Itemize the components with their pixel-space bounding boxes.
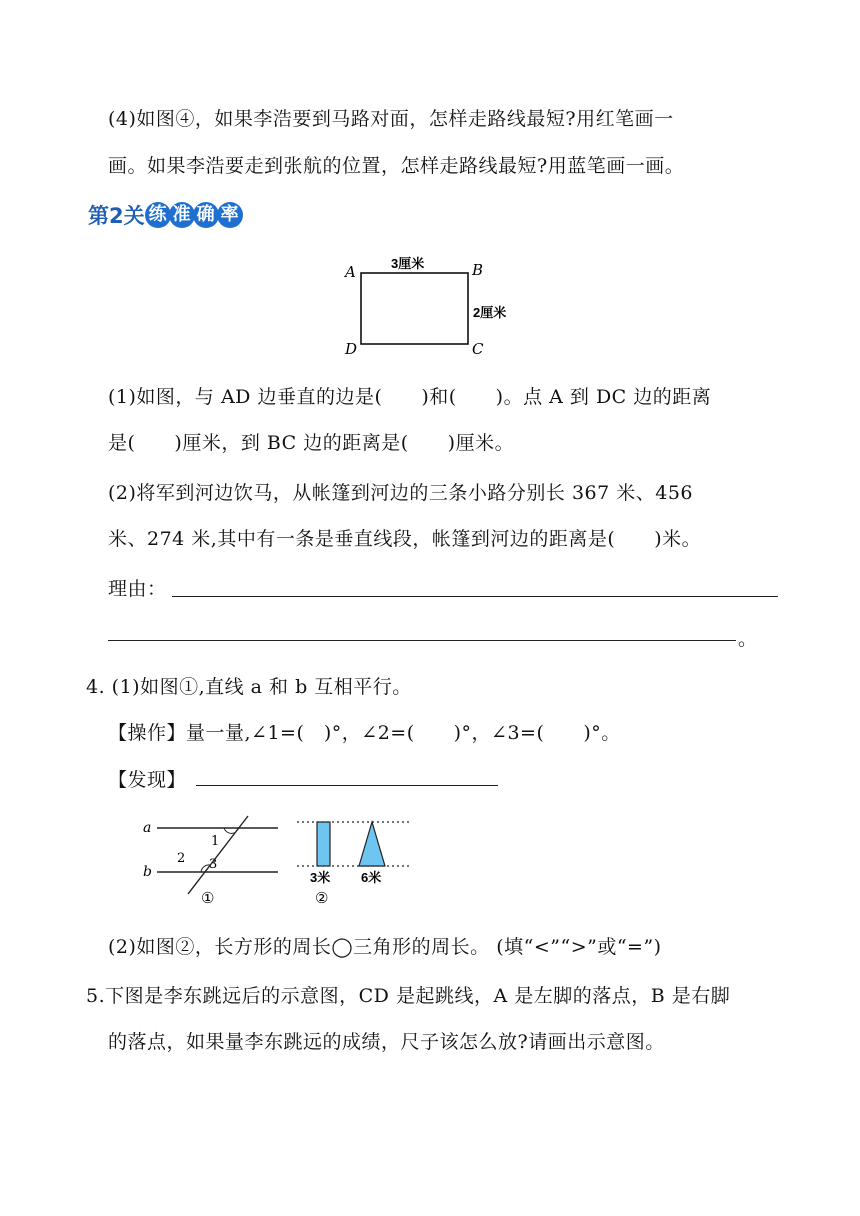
q3-4-line1: (4)如图④，如果李浩要到马路对面，怎样走路线最短?用红笔画一 bbox=[108, 108, 674, 130]
vertex-a-label: A bbox=[345, 263, 356, 281]
section-level: 第2关 bbox=[88, 204, 145, 228]
p1-line2: 是( )厘米，到 BC 边的距离是( )厘米。 bbox=[108, 432, 515, 454]
section-badge-char: 准 bbox=[169, 202, 195, 228]
reason-blank-1[interactable] bbox=[172, 596, 778, 597]
blue-rectangle bbox=[317, 822, 330, 866]
q4-line2: (2)如图②，长方形的周长◯三角形的周长。 (填“<”“>”或“=”) bbox=[108, 936, 662, 958]
right-length-label: 2厘米 bbox=[473, 305, 507, 320]
angle-3-label: 3 bbox=[209, 857, 218, 872]
vertex-b-label: B bbox=[472, 261, 484, 279]
q5-line2: 的落点，如果量李东跳远的成绩，尺子该怎么放?请画出示意图。 bbox=[108, 1031, 665, 1053]
figure-1-caption: ① bbox=[201, 889, 215, 907]
p1-line1: (1)如图，与 AD 边垂直的边是( )和( )。点 A 到 DC 边的距离 bbox=[108, 386, 712, 408]
vertex-d-label: D bbox=[345, 340, 358, 358]
angle-1-label: 1 bbox=[211, 834, 220, 849]
reason-label: 理由： bbox=[108, 578, 167, 600]
reason-end-mark: 。 bbox=[738, 628, 758, 650]
q3-4-line2: 画。如果李浩要走到张航的位置，怎样走路线最短?用蓝笔画一画。 bbox=[108, 155, 685, 177]
figure-2-caption: ② bbox=[315, 889, 329, 907]
blue-triangle bbox=[359, 822, 385, 866]
section-badge-char: 练 bbox=[145, 202, 171, 228]
section-header bbox=[88, 200, 243, 230]
p2-line1: (2)将军到河边饮马，从帐篷到河边的三条小路分别长 367 米、456 bbox=[108, 482, 694, 504]
section-badge-char: 确 bbox=[193, 202, 219, 228]
angle-2-label: 2 bbox=[177, 851, 186, 866]
p2-line2: 米、274 米,其中有一条是垂直线段，帐篷到河边的距离是( )米。 bbox=[108, 528, 702, 550]
rectangle-length-label: 3米 bbox=[310, 870, 331, 885]
angle-1-arc bbox=[224, 828, 236, 833]
line-a-label: a bbox=[143, 820, 152, 836]
triangle-length-label: 6米 bbox=[361, 870, 382, 885]
q4-line1: 4. (1)如图①,直线 a 和 b 互相平行。 bbox=[86, 676, 412, 698]
q4-operation: 【操作】量一量,∠1=( )°，∠2=( )°，∠3=( )°。 bbox=[108, 722, 621, 744]
vertex-c-label: C bbox=[472, 340, 484, 358]
reason-blank-2[interactable] bbox=[108, 640, 736, 641]
top-length-label: 3厘米 bbox=[391, 256, 425, 271]
figure-1-parallel-lines bbox=[140, 812, 290, 907]
q5-line1: 5.下图是李东跳远后的示意图，CD 是起跳线，A 是左脚的落点，B 是右脚 bbox=[86, 985, 731, 1007]
q4-finding-label: 【发现】 bbox=[108, 769, 187, 791]
figure-2-shapes bbox=[295, 812, 415, 907]
finding-blank[interactable] bbox=[196, 785, 498, 786]
rectangle-abcd bbox=[361, 273, 468, 344]
rectangle-figure bbox=[335, 255, 535, 360]
section-badge-char: 率 bbox=[217, 202, 243, 228]
line-b-label: b bbox=[143, 864, 152, 880]
section-badges bbox=[147, 202, 243, 228]
